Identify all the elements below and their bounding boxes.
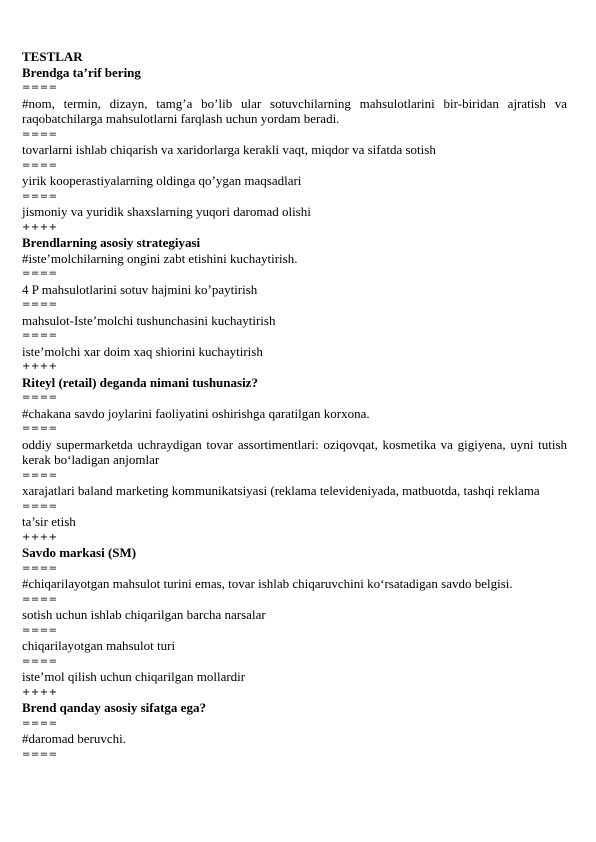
separator: ==== bbox=[22, 717, 58, 729]
separator: ==== bbox=[22, 748, 58, 760]
question-end-marker: ++++ bbox=[22, 686, 58, 698]
separator: ==== bbox=[22, 190, 58, 202]
question-title: Brendga ta’rif bering bbox=[22, 64, 141, 80]
separator: ==== bbox=[22, 330, 58, 341]
question-title: Savdo markasi (SM) bbox=[22, 545, 137, 560]
separator: ==== bbox=[22, 655, 58, 667]
separator: ==== bbox=[22, 593, 58, 605]
answer-option: yirik kooperastiyalarning oldinga qo’ygan maqsadlari bbox=[22, 173, 302, 188]
answer-option: #daromad beruvchi. bbox=[22, 731, 126, 746]
answer-option: 4 P mahsulotlarini sotuv hajmini ko’paytirish bbox=[22, 281, 258, 297]
question-end-marker: ++++ bbox=[22, 361, 58, 372]
question-end-marker: ++++ bbox=[22, 221, 58, 233]
answer-option: #nom, termin, dizayn, tamg’a bo’lib ular sotuvchilarning mahsulotlarini bir-biridan ajratish va raqobatchilarga mahsulotlarni farqlash uchun yordam beradi. bbox=[22, 95, 567, 126]
answer-option: jismoniy va yuridik shaxslarning yuqori daromad olishi bbox=[22, 204, 311, 219]
answer-option: oddiy supermarketda uchraydigan tovar assortimentlari: oziqovqat, kosmetika va gigiyena, uyni tutish kerak bo‘ladigan anjomlar bbox=[22, 436, 567, 467]
question-title: Riteyl (retail) deganda nimani tushunasiz? bbox=[22, 374, 258, 390]
separator: ==== bbox=[22, 82, 58, 93]
question-title: Brend qanday asosiy sifatga ega? bbox=[22, 700, 206, 715]
question-end-marker: ++++ bbox=[22, 531, 58, 543]
separator: ==== bbox=[22, 128, 58, 140]
answer-option: iste’mol qilish uchun chiqarilgan mollardir bbox=[22, 669, 246, 684]
separator: ==== bbox=[22, 469, 58, 481]
answer-option: sotish uchun ishlab chiqarilgan barcha narsalar bbox=[22, 607, 266, 622]
answer-option: tovarlarni ishlab chiqarish va xaridorlarga kerakli vaqt, miqdor va sifatda sotish bbox=[22, 142, 436, 157]
answer-option: #chiqarilayotgan mahsulot turini emas, tovar ishlab chiqaruvchini ko‘rsatadigan savdo belgisi. bbox=[22, 576, 513, 591]
question-title: Brendlarning asosiy strategiyasi bbox=[22, 235, 201, 250]
separator: ==== bbox=[22, 268, 58, 279]
answer-option: #iste’molchilarning ongini zabt etishini kuchaytirish. bbox=[22, 250, 298, 266]
separator: ==== bbox=[22, 392, 58, 403]
separator: ==== bbox=[22, 299, 58, 310]
document-page bbox=[22, 49, 567, 762]
separator: ==== bbox=[22, 159, 58, 171]
answer-option: ta’sir etish bbox=[22, 514, 76, 529]
answer-option: chiqarilayotgan mahsulot turi bbox=[22, 638, 176, 653]
answer-option: xarajatlari baland marketing kommunikatsiyasi (reklama televideniyada, matbuotda, tashqi reklama bbox=[22, 483, 540, 498]
answer-option: iste’molchi xar doim xaq shiorini kuchaytirish bbox=[22, 343, 263, 359]
separator: ==== bbox=[22, 500, 58, 512]
separator: ==== bbox=[22, 423, 58, 434]
answer-option: #chakana savdo joylarini faoliyatini oshirishga qaratilgan korxona. bbox=[22, 405, 370, 421]
separator: ==== bbox=[22, 624, 58, 636]
document-heading: TESTLAR bbox=[22, 49, 83, 64]
separator: ==== bbox=[22, 562, 58, 574]
answer-option: mahsulot-Iste’molchi tushunchasini kuchaytirish bbox=[22, 312, 276, 328]
